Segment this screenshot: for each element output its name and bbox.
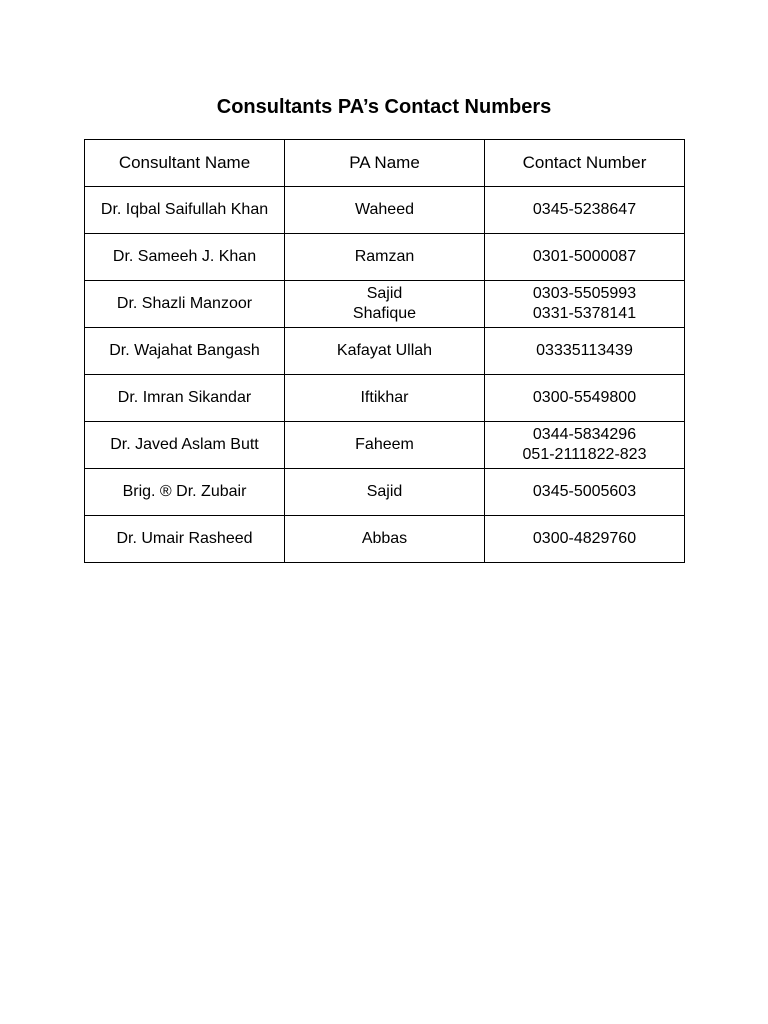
pa-name-cell bbox=[285, 234, 485, 281]
pa-name: Sajid bbox=[366, 285, 403, 302]
contact-number-cell bbox=[485, 469, 685, 516]
contact-number-cell bbox=[485, 328, 685, 375]
table-row bbox=[85, 516, 685, 563]
column-header-consultant-name: Consultant Name bbox=[85, 140, 285, 187]
pa-name: Kafayat Ullah bbox=[336, 342, 433, 359]
pa-name: Sajid bbox=[366, 483, 403, 500]
pa-name: Waheed bbox=[355, 201, 414, 218]
contact-number-cell bbox=[485, 375, 685, 422]
pa-name-cell bbox=[285, 187, 485, 234]
consultant-name-cell: Dr. Iqbal Saifullah Khan bbox=[85, 187, 285, 234]
pa-name: Shafique bbox=[352, 305, 417, 322]
pa-name-cell bbox=[285, 328, 485, 375]
pa-name-cell bbox=[285, 375, 485, 422]
table-row bbox=[85, 375, 685, 422]
pa-name-cell bbox=[285, 469, 485, 516]
pa-name: Ramzan bbox=[354, 248, 415, 265]
pa-name: Faheem bbox=[355, 436, 414, 453]
consultant-name-cell: Brig. ® Dr. Zubair bbox=[85, 469, 285, 516]
consultant-name-cell: Dr. Javed Aslam Butt bbox=[85, 422, 285, 469]
contacts-table bbox=[84, 139, 685, 563]
pa-name-cell bbox=[285, 422, 485, 469]
table-header-row bbox=[85, 140, 685, 187]
pa-name-cell bbox=[285, 516, 485, 563]
contact-number-cell bbox=[485, 234, 685, 281]
page-title: Consultants PA’s Contact Numbers bbox=[216, 96, 552, 118]
contact-number: 0300-4829760 bbox=[532, 530, 637, 547]
contact-number-cell bbox=[485, 281, 685, 328]
contact-number: 0301-5000087 bbox=[532, 248, 637, 265]
consultant-name-cell: Dr. Shazli Manzoor bbox=[85, 281, 285, 328]
pa-name-cell bbox=[285, 281, 485, 328]
pa-name: Abbas bbox=[361, 530, 408, 547]
contact-number: 051-2111822-823 bbox=[522, 446, 647, 463]
contact-number: 0300-5549800 bbox=[532, 389, 637, 406]
contact-number-cell bbox=[485, 422, 685, 469]
table-row bbox=[85, 469, 685, 516]
table-row bbox=[85, 422, 685, 469]
consultant-name-cell: Dr. Sameeh J. Khan bbox=[85, 234, 285, 281]
consultant-name-cell: Dr. Imran Sikandar bbox=[85, 375, 285, 422]
column-header-contact-number: Contact Number bbox=[485, 140, 685, 187]
contact-number-cell bbox=[485, 516, 685, 563]
column-header-pa-name: PA Name bbox=[285, 140, 485, 187]
contact-number: 03335113439 bbox=[536, 342, 633, 359]
table-row bbox=[85, 328, 685, 375]
contact-number: 0331-5378141 bbox=[532, 305, 637, 322]
pa-name: Iftikhar bbox=[360, 389, 409, 406]
consultant-name-cell: Dr. Umair Rasheed bbox=[85, 516, 285, 563]
contact-number: 0345-5005603 bbox=[532, 483, 637, 500]
contact-number: 0344-5834296 bbox=[532, 426, 637, 443]
consultant-name-cell: Dr. Wajahat Bangash bbox=[85, 328, 285, 375]
contact-number: 0303-5505993 bbox=[532, 285, 637, 302]
table-row bbox=[85, 281, 685, 328]
contact-number: 0345-5238647 bbox=[532, 201, 637, 218]
table-row bbox=[85, 187, 685, 234]
contact-number-cell bbox=[485, 187, 685, 234]
table-row bbox=[85, 234, 685, 281]
